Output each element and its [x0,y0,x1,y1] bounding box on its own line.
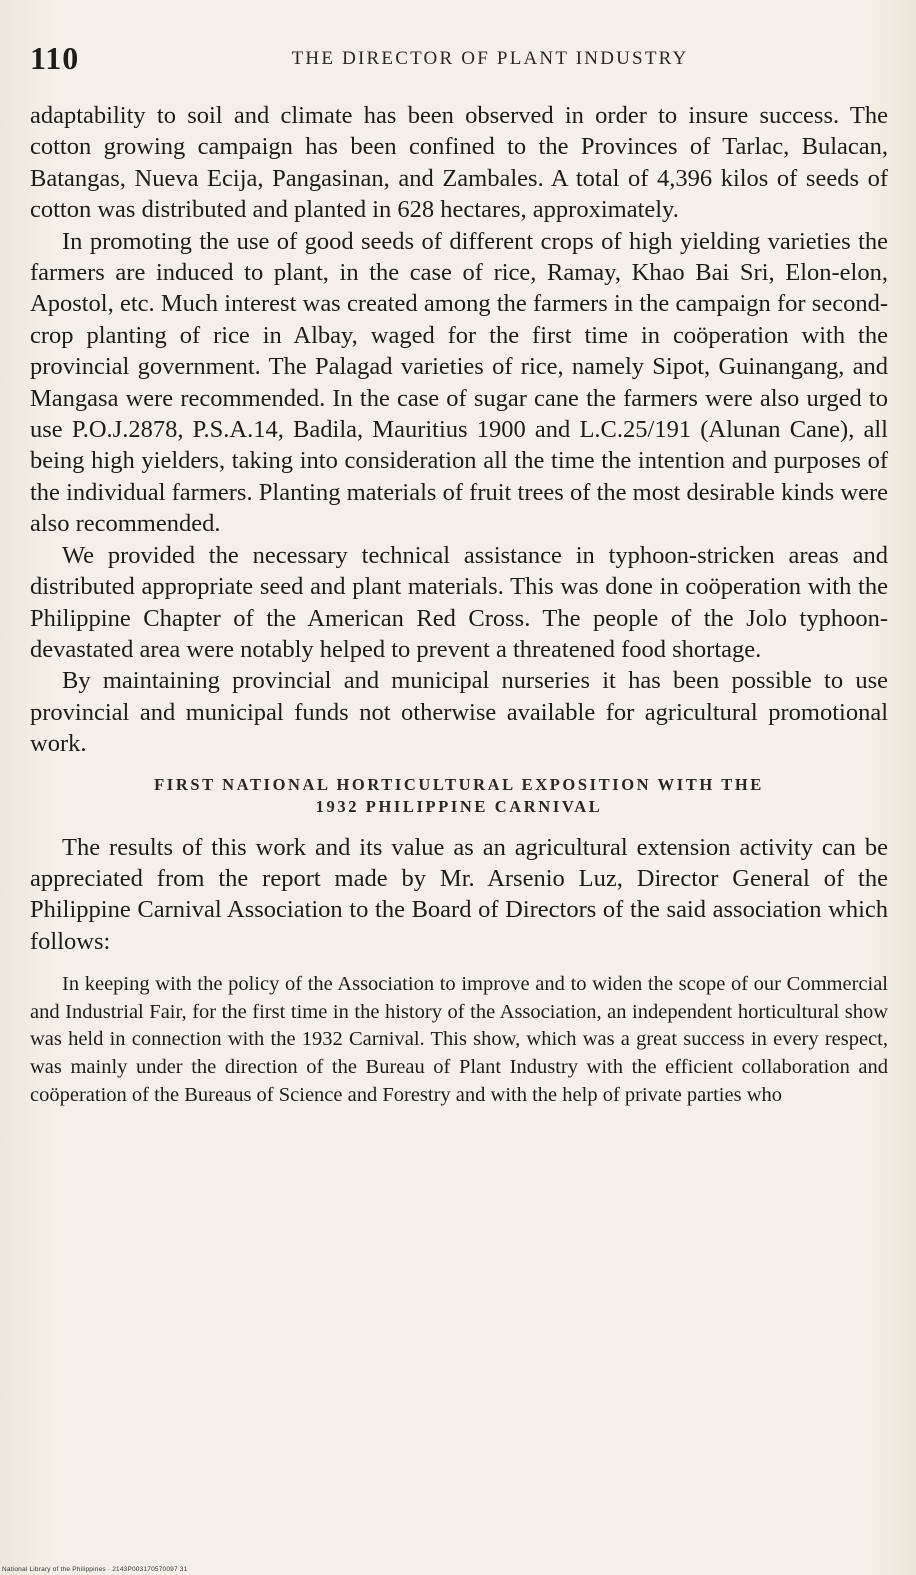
paragraph-exposition-results: The results of this work and its value as an agricultural extension activity can be appreciated from the report made by Mr. Arsenio Luz, Director General of the Philippine Carnival Association to the Board of Directors of the said association which follows: [30,833,888,955]
scan-credit: National Library of the Philippines · 2143P003170570097 31 [2,1566,188,1573]
section-heading [30,774,888,818]
paragraph-good-seeds: In promoting the use of good seeds of different crops of high yielding varieties the farmers are induced to plant, in the case of rice, Ramay, Khao Bai Sri, Elon-elon, Apostol, etc. Much interest was created among the farmers in the campaign for second-crop planting of rice in Albay, waged for the first time in coöperation with the provincial government. The Palagad varieties of rice, namely Sipot, Guinangang, and Mangasa were recommended. In the case of sugar cane the farmers were also urged to use P.O.J.2878, P.S.A.14, Badila, Mauritius 1900 and L.C.25/191 (Alunan Cane), all being high yielders, taking into consideration all the time the intention and purposes of the individual farmers. Planting materials of fruit trees of the most desirable kinds were also recommended. [30,227,888,538]
running-head: THE DIRECTOR OF PLANT INDUSTRY [291,48,689,69]
section-heading-line-2: 1932 PHILIPPINE CARNIVAL [315,796,603,816]
page-number: 110 [30,40,80,76]
paragraph-typhoon-assistance: We provided the necessary technical assistance in typhoon-stricken areas and distributed appropriate seed and plant materials. This was done in coöperation with the Philippine Chapter of the American Red Cross. The people of the Jolo typhoon-devastated area were notably helped to prevent a threatened food shortage. [30,541,888,663]
quoted-report-paragraph: In keeping with the policy of the Association to improve and to widen the scope of our Commercial and Industrial Fair, for the first time in the history of the Association, an independent horticultural show was held in connection with the 1932 Carnival. This show, which was a great success in every respect, was mainly under the direction of the Bureau of Plant Industry with the efficient collaboration and coöperation of the Bureaus of Science and Forestry and with the help of private parties who [30,973,888,1106]
paragraph-cotton-campaign: adaptability to soil and climate has been observed in order to insure success. The cotton growing campaign has been confined to the Provinces of Tarlac, Bulacan, Batangas, Nueva Ecija, Pangasinan, and Zambales. A total of 4,396 kilos of seeds of cotton was distributed and planted in 628 hectares, approximately. [30,102,888,224]
section-heading-line-1: FIRST NATIONAL HORTICULTURAL EXPOSITION WITH THE [154,774,764,794]
paragraph-nurseries: By maintaining provincial and municipal nurseries it has been possible to use provincial and municipal funds not otherwise available for agricultural promotional work. [30,667,888,758]
body-text [30,100,888,1109]
page-header [30,40,884,80]
